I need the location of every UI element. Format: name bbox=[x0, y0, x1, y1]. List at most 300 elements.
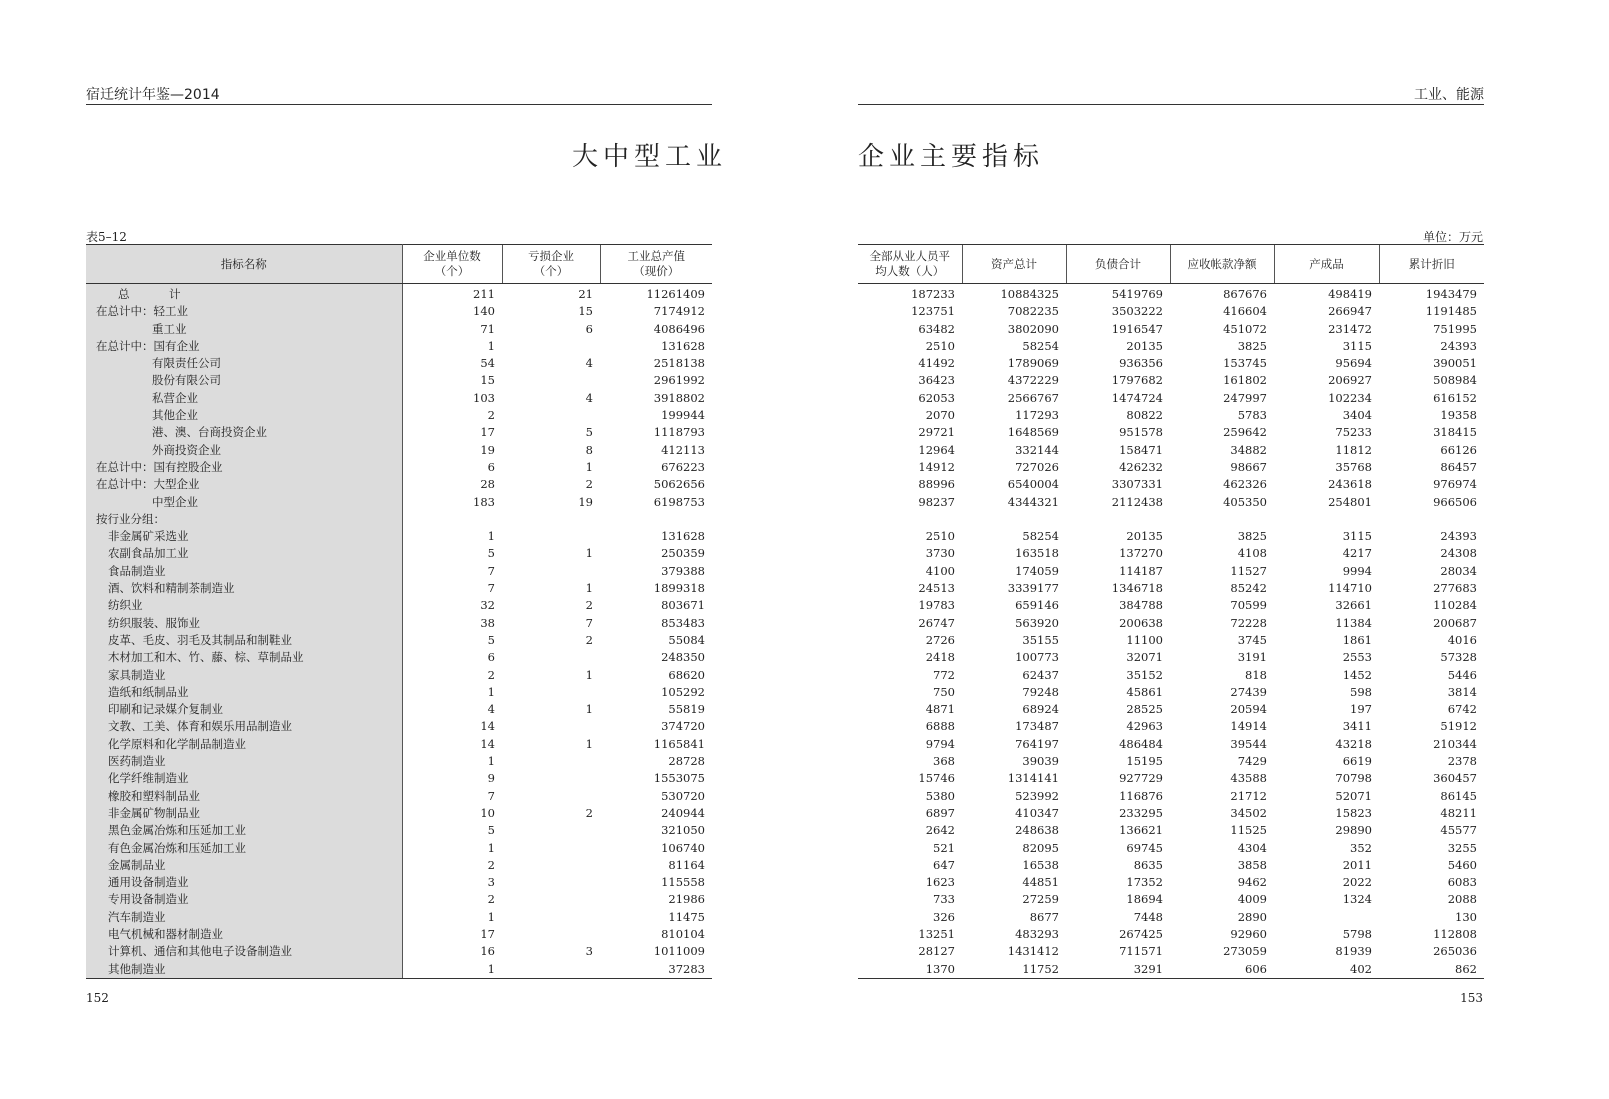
table-cell: 41492 bbox=[918, 356, 955, 371]
table-cell: 1623 bbox=[925, 875, 955, 890]
table-cell: 17352 bbox=[1126, 875, 1163, 890]
table-cell bbox=[502, 649, 600, 666]
table-cell: 20135 bbox=[1126, 529, 1163, 544]
table-cell: 862 bbox=[1379, 961, 1484, 979]
table-row bbox=[86, 874, 712, 891]
row-label: 文教、工美、体育和娱乐用品制造业 bbox=[86, 718, 402, 735]
table-row bbox=[858, 303, 1484, 320]
table-cell: 4100 bbox=[925, 563, 955, 578]
table-cell: 4016 bbox=[1447, 632, 1477, 647]
row-label: 重工业 bbox=[86, 321, 402, 338]
table-cell: 20594 bbox=[1230, 702, 1267, 717]
table-cell: 1 bbox=[585, 736, 593, 751]
table-cell: 114187 bbox=[1119, 563, 1163, 578]
table-row bbox=[86, 770, 712, 787]
table-cell: 3 bbox=[585, 944, 593, 959]
col-header-total-liabilities: 负债合计 bbox=[1066, 245, 1170, 284]
table-cell: 21 bbox=[578, 287, 593, 301]
row-label: 股份有限公司 bbox=[86, 372, 402, 389]
table-cell: 2011 bbox=[1342, 857, 1372, 872]
table-cell: 200687 bbox=[1433, 615, 1477, 630]
table-cell bbox=[502, 961, 600, 979]
table-cell: 44851 bbox=[1022, 875, 1059, 890]
table-row bbox=[858, 321, 1484, 338]
table-cell: 250359 bbox=[661, 546, 705, 561]
table-cell: 5446 bbox=[1447, 667, 1477, 682]
table-cell: 4871 bbox=[925, 702, 955, 717]
table-row bbox=[86, 961, 712, 979]
table-cell: 16538 bbox=[1022, 857, 1059, 872]
table-cell: 163518 bbox=[1015, 546, 1059, 561]
table-cell: 131628 bbox=[661, 529, 705, 544]
table-cell: 14 bbox=[480, 736, 495, 751]
table-cell: 405350 bbox=[1223, 494, 1267, 509]
table-cell: 2 bbox=[487, 408, 495, 423]
table-cell: 2 bbox=[487, 857, 495, 872]
table-row bbox=[858, 961, 1484, 979]
table-cell: 36423 bbox=[918, 373, 955, 388]
table-row bbox=[858, 442, 1484, 459]
table-cell: 71 bbox=[480, 321, 495, 336]
table-cell: 976974 bbox=[1433, 477, 1477, 492]
table-cell: 7174912 bbox=[653, 304, 705, 319]
table-cell: 1324 bbox=[1342, 892, 1372, 907]
table-cell bbox=[502, 753, 600, 770]
table-row bbox=[858, 476, 1484, 493]
table-cell: 4108 bbox=[1237, 546, 1267, 561]
table-cell: 240944 bbox=[661, 805, 705, 820]
table-cell: 4304 bbox=[1237, 840, 1267, 855]
table-cell: 161802 bbox=[1223, 373, 1267, 388]
table-cell: 2518138 bbox=[653, 356, 705, 371]
table-row bbox=[86, 805, 712, 822]
table-cell: 2112438 bbox=[1111, 494, 1163, 509]
table-cell: 48211 bbox=[1440, 805, 1477, 820]
table-cell: 102234 bbox=[1328, 390, 1372, 405]
table-cell: 187233 bbox=[911, 287, 955, 301]
table-cell: 6 bbox=[487, 459, 495, 474]
table-cell: 4009 bbox=[1237, 892, 1267, 907]
table-cell: 2418 bbox=[925, 650, 955, 665]
table-cell: 498419 bbox=[1328, 287, 1372, 301]
row-label: 总 计 bbox=[86, 284, 402, 304]
table-row bbox=[858, 372, 1484, 389]
table-cell: 11475 bbox=[668, 909, 705, 924]
table-cell bbox=[858, 511, 962, 528]
table-row bbox=[858, 390, 1484, 407]
table-cell: 1452 bbox=[1342, 667, 1372, 682]
table-cell: 1 bbox=[585, 702, 593, 717]
row-label: 农副食品加工业 bbox=[86, 545, 402, 562]
table-cell: 5460 bbox=[1447, 857, 1477, 872]
table-cell: 45861 bbox=[1126, 684, 1163, 699]
table-cell: 2 bbox=[585, 805, 593, 820]
col-header-receivables: 应收帐款净额 bbox=[1170, 245, 1274, 284]
table-cell: 11525 bbox=[1230, 823, 1267, 838]
table-cell bbox=[502, 840, 600, 857]
row-label: 有限责任公司 bbox=[86, 355, 402, 372]
table-cell: 7448 bbox=[1133, 909, 1163, 924]
row-label: 金属制品业 bbox=[86, 857, 402, 874]
table-cell: 173487 bbox=[1015, 719, 1059, 734]
header-rule-right bbox=[858, 104, 1484, 105]
table-cell bbox=[402, 511, 502, 528]
table-cell: 352 bbox=[1350, 840, 1372, 855]
table-cell: 27259 bbox=[1022, 892, 1059, 907]
table-cell: 10884325 bbox=[1000, 287, 1059, 301]
table-cell: 231472 bbox=[1328, 321, 1372, 336]
table-cell: 14 bbox=[480, 719, 495, 734]
table-row bbox=[858, 684, 1484, 701]
table-row bbox=[86, 632, 712, 649]
table-cell: 462326 bbox=[1223, 477, 1267, 492]
table-cell: 927729 bbox=[1119, 771, 1163, 786]
table-cell: 54 bbox=[480, 356, 495, 371]
table-cell: 521 bbox=[933, 840, 955, 855]
table-cell bbox=[502, 718, 600, 735]
table-cell: 2510 bbox=[925, 529, 955, 544]
table-row bbox=[86, 840, 712, 857]
table-cell: 14914 bbox=[1230, 719, 1267, 734]
table-cell: 72228 bbox=[1230, 615, 1267, 630]
table-cell: 530720 bbox=[661, 788, 705, 803]
col-header-total-assets: 资产总计 bbox=[962, 245, 1066, 284]
table-cell: 9794 bbox=[925, 736, 955, 751]
table-cell: 39544 bbox=[1230, 736, 1267, 751]
table-cell: 379388 bbox=[661, 563, 705, 578]
table-row bbox=[86, 476, 712, 493]
table-row bbox=[86, 857, 712, 874]
table-cell: 332144 bbox=[1015, 442, 1059, 457]
table-row bbox=[858, 511, 1484, 528]
table-cell: 3191 bbox=[1237, 650, 1267, 665]
table-cell: 3503222 bbox=[1111, 304, 1163, 319]
table-cell: 1943479 bbox=[1425, 287, 1477, 301]
table-cell: 1 bbox=[585, 667, 593, 682]
table-row bbox=[858, 649, 1484, 666]
table-cell: 966506 bbox=[1433, 494, 1477, 509]
table-row bbox=[86, 788, 712, 805]
row-label: 造纸和纸制品业 bbox=[86, 684, 402, 701]
table-cell: 750 bbox=[933, 684, 955, 699]
table-cell: 43218 bbox=[1335, 736, 1372, 751]
table-cell: 35152 bbox=[1126, 667, 1163, 682]
table-cell: 51912 bbox=[1440, 719, 1477, 734]
table-cell: 6619 bbox=[1342, 754, 1372, 769]
table-cell: 1 bbox=[585, 581, 593, 596]
table-cell: 82095 bbox=[1022, 840, 1059, 855]
table-cell: 15 bbox=[578, 304, 593, 319]
table-cell: 24308 bbox=[1440, 546, 1477, 561]
page-title-left: 大中型工业 bbox=[572, 142, 728, 172]
table-cell: 153745 bbox=[1223, 356, 1267, 371]
row-label: 汽车制造业 bbox=[86, 909, 402, 926]
table-cell: 95694 bbox=[1335, 356, 1372, 371]
table-cell: 110284 bbox=[1433, 598, 1477, 613]
table-cell: 803671 bbox=[661, 598, 705, 613]
col-header-loss-enterprises: 亏损企业 （个） bbox=[502, 245, 600, 284]
table-cell: 598 bbox=[1350, 684, 1372, 699]
table-cell: 29721 bbox=[918, 425, 955, 440]
col-header-enterprises: 企业单位数 （个） bbox=[402, 245, 502, 284]
table-cell: 2510 bbox=[925, 338, 955, 353]
table-cell: 38 bbox=[480, 615, 495, 630]
table-cell: 3918802 bbox=[653, 390, 705, 405]
table-cell: 1 bbox=[487, 529, 495, 544]
table-cell: 254801 bbox=[1328, 494, 1372, 509]
table-cell: 6 bbox=[585, 321, 593, 336]
table-row bbox=[858, 701, 1484, 718]
table-row bbox=[86, 822, 712, 839]
table-cell: 3825 bbox=[1237, 529, 1267, 544]
table-cell: 7 bbox=[487, 563, 495, 578]
table-cell: 1191485 bbox=[1425, 304, 1477, 319]
table-cell: 416604 bbox=[1223, 304, 1267, 319]
table-cell: 158471 bbox=[1119, 442, 1163, 457]
row-label: 非金属矿采选业 bbox=[86, 528, 402, 545]
table-row bbox=[86, 303, 712, 320]
table-cell: 136621 bbox=[1119, 823, 1163, 838]
table-cell bbox=[502, 407, 600, 424]
table-cell: 4344321 bbox=[1007, 494, 1059, 509]
table-cell: 818 bbox=[1245, 667, 1267, 682]
table-cell bbox=[502, 684, 600, 701]
table-cell: 3825 bbox=[1237, 338, 1267, 353]
table-cell: 117293 bbox=[1015, 408, 1059, 423]
table-cell: 6742 bbox=[1447, 702, 1477, 717]
table-row bbox=[86, 494, 712, 511]
table-cell: 20135 bbox=[1126, 338, 1163, 353]
table-row bbox=[858, 943, 1484, 960]
table-row bbox=[86, 459, 712, 476]
table-row bbox=[86, 355, 712, 372]
table-cell: 711571 bbox=[1119, 944, 1163, 959]
table-cell: 88996 bbox=[918, 477, 955, 492]
table-cell: 727026 bbox=[1015, 459, 1059, 474]
table-cell: 4 bbox=[585, 390, 593, 405]
table-cell: 3115 bbox=[1342, 529, 1372, 544]
page-title-right: 企业主要指标 bbox=[858, 142, 1045, 172]
table-cell: 28525 bbox=[1126, 702, 1163, 717]
table-cell: 1797682 bbox=[1111, 373, 1163, 388]
table-cell: 867676 bbox=[1223, 287, 1267, 301]
table-row bbox=[858, 667, 1484, 684]
table-cell: 259642 bbox=[1223, 425, 1267, 440]
table-cell: 70599 bbox=[1230, 598, 1267, 613]
table-cell: 15823 bbox=[1335, 805, 1372, 820]
table-cell: 616152 bbox=[1433, 390, 1477, 405]
table-cell: 11100 bbox=[1126, 632, 1163, 647]
table-cell: 13251 bbox=[918, 926, 955, 941]
section-header: 工业、能源 bbox=[1414, 87, 1484, 103]
table-cell: 35155 bbox=[1022, 632, 1059, 647]
table-cell: 11812 bbox=[1335, 442, 1372, 457]
row-label: 电气机械和器材制造业 bbox=[86, 926, 402, 943]
table-cell: 52071 bbox=[1335, 788, 1372, 803]
table-cell: 3307331 bbox=[1111, 477, 1163, 492]
row-label: 在总计中：国有控股企业 bbox=[86, 459, 402, 476]
table-cell: 81164 bbox=[668, 857, 705, 872]
table-cell: 7429 bbox=[1237, 754, 1267, 769]
table-cell: 29890 bbox=[1335, 823, 1372, 838]
table-cell: 3291 bbox=[1066, 961, 1170, 979]
table-cell: 4086496 bbox=[653, 321, 705, 336]
row-label: 外商投资企业 bbox=[86, 442, 402, 459]
row-label: 在总计中：轻工业 bbox=[86, 303, 402, 320]
table-cell: 57328 bbox=[1440, 650, 1477, 665]
row-label: 通用设备制造业 bbox=[86, 874, 402, 891]
table-cell: 131628 bbox=[661, 338, 705, 353]
table-cell: 7 bbox=[585, 615, 593, 630]
table-cell: 3115 bbox=[1342, 338, 1372, 353]
table-cell: 1346718 bbox=[1111, 581, 1163, 596]
table-cell: 6 bbox=[487, 650, 495, 665]
table-cell: 3404 bbox=[1342, 408, 1372, 423]
table-cell: 35768 bbox=[1335, 459, 1372, 474]
row-label: 纺织业 bbox=[86, 597, 402, 614]
table-cell: 21986 bbox=[668, 892, 705, 907]
table-cell: 2 bbox=[487, 892, 495, 907]
table-cell: 24393 bbox=[1440, 529, 1477, 544]
table-row bbox=[858, 545, 1484, 562]
table-row bbox=[86, 753, 712, 770]
row-label: 中型企业 bbox=[86, 494, 402, 511]
table-cell: 5062656 bbox=[653, 477, 705, 492]
table-cell: 17 bbox=[480, 926, 495, 941]
table-cell bbox=[1274, 511, 1379, 528]
table-cell: 277683 bbox=[1433, 581, 1477, 596]
unit-label: 单位：万元 bbox=[1422, 230, 1483, 244]
col-header-indicator: 指标名称 bbox=[86, 245, 402, 284]
row-label: 印刷和记录媒介复制业 bbox=[86, 701, 402, 718]
table-cell: 426232 bbox=[1119, 459, 1163, 474]
table-cell: 2378 bbox=[1447, 754, 1477, 769]
table-cell: 7 bbox=[487, 581, 495, 596]
table-cell: 6888 bbox=[925, 719, 955, 734]
table-cell: 19783 bbox=[918, 598, 955, 613]
table-cell: 115558 bbox=[661, 875, 705, 890]
table-cell: 360457 bbox=[1433, 771, 1477, 786]
table-cell: 34882 bbox=[1230, 442, 1267, 457]
table-row bbox=[86, 284, 712, 304]
table-row bbox=[86, 545, 712, 562]
table-row bbox=[858, 563, 1484, 580]
row-label: 专用设备制造业 bbox=[86, 891, 402, 908]
table-cell: 402 bbox=[1274, 961, 1379, 979]
table-cell: 92960 bbox=[1230, 926, 1267, 941]
table-cell: 1118793 bbox=[653, 425, 705, 440]
row-label: 按行业分组： bbox=[86, 511, 402, 528]
table-row bbox=[858, 338, 1484, 355]
table-row bbox=[858, 926, 1484, 943]
table-cell: 3411 bbox=[1342, 719, 1372, 734]
table-cell: 21712 bbox=[1230, 788, 1267, 803]
table-cell: 211 bbox=[473, 287, 495, 301]
row-label: 皮革、毛皮、羽毛及其制品和制鞋业 bbox=[86, 632, 402, 649]
table-cell: 2553 bbox=[1342, 650, 1372, 665]
table-cell: 1648569 bbox=[1007, 425, 1059, 440]
table-cell: 114710 bbox=[1328, 581, 1372, 596]
table-cell: 2 bbox=[585, 477, 593, 492]
table-row bbox=[858, 736, 1484, 753]
row-label: 化学纤维制造业 bbox=[86, 770, 402, 787]
row-label: 纺织服装、服饰业 bbox=[86, 615, 402, 632]
table-cell: 62053 bbox=[918, 390, 955, 405]
table-cell: 24513 bbox=[918, 581, 955, 596]
table-cell: 68620 bbox=[668, 667, 705, 682]
table-cell: 42963 bbox=[1126, 719, 1163, 734]
table-cell: 43588 bbox=[1230, 771, 1267, 786]
table-cell: 5 bbox=[487, 632, 495, 647]
table-cell: 486484 bbox=[1119, 736, 1163, 751]
table-cell: 1899318 bbox=[653, 581, 705, 596]
row-label: 黑色金属冶炼和压延加工业 bbox=[86, 822, 402, 839]
col-header-finished-goods: 产成品 bbox=[1274, 245, 1379, 284]
col-header-employees: 全部从业人员平 均人数（人） bbox=[858, 245, 962, 284]
table-row bbox=[858, 459, 1484, 476]
table-cell: 2070 bbox=[925, 408, 955, 423]
table-cell: 28034 bbox=[1440, 563, 1477, 578]
table-cell: 4 bbox=[487, 702, 495, 717]
table-cell: 7082235 bbox=[1007, 304, 1059, 319]
table-cell: 3802090 bbox=[1007, 321, 1059, 336]
row-label: 其他制造业 bbox=[86, 961, 402, 979]
page-number-right: 153 bbox=[1460, 991, 1483, 1005]
table-row bbox=[858, 615, 1484, 632]
table-cell bbox=[502, 338, 600, 355]
table-cell: 4 bbox=[585, 356, 593, 371]
table-cell: 11527 bbox=[1230, 563, 1267, 578]
table-cell bbox=[502, 891, 600, 908]
table-cell: 1370 bbox=[858, 961, 962, 979]
table-cell: 2 bbox=[585, 598, 593, 613]
table-row bbox=[86, 667, 712, 684]
table-cell: 75233 bbox=[1335, 425, 1372, 440]
table-cell: 321050 bbox=[661, 823, 705, 838]
row-label: 食品制造业 bbox=[86, 563, 402, 580]
table-cell: 1165841 bbox=[653, 736, 705, 751]
table-row bbox=[858, 718, 1484, 735]
table-cell: 9994 bbox=[1342, 563, 1372, 578]
table-cell: 6083 bbox=[1447, 875, 1477, 890]
table-cell: 3 bbox=[487, 875, 495, 890]
row-label: 医药制造业 bbox=[86, 753, 402, 770]
table-cell: 86457 bbox=[1440, 459, 1477, 474]
table-cell: 32661 bbox=[1335, 598, 1372, 613]
table-cell: 105292 bbox=[661, 684, 705, 699]
table-cell: 11384 bbox=[1335, 615, 1372, 630]
table-row bbox=[858, 874, 1484, 891]
table-cell: 116876 bbox=[1119, 788, 1163, 803]
table-cell: 112808 bbox=[1433, 926, 1477, 941]
table-cell: 18694 bbox=[1126, 892, 1163, 907]
right-data-table bbox=[858, 244, 1484, 979]
table-cell: 5798 bbox=[1342, 926, 1372, 941]
row-label: 有色金属冶炼和压延加工业 bbox=[86, 840, 402, 857]
table-row bbox=[858, 805, 1484, 822]
row-label: 酒、饮料和精制茶制造业 bbox=[86, 580, 402, 597]
table-cell: 58254 bbox=[1022, 338, 1059, 353]
table-cell: 1474724 bbox=[1111, 390, 1163, 405]
row-label: 在总计中：国有企业 bbox=[86, 338, 402, 355]
table-cell: 853483 bbox=[661, 615, 705, 630]
table-cell: 66126 bbox=[1440, 442, 1477, 457]
table-cell: 6198753 bbox=[653, 494, 705, 509]
table-cell: 174059 bbox=[1015, 563, 1059, 578]
table-cell: 68924 bbox=[1022, 702, 1059, 717]
table-row bbox=[86, 424, 712, 441]
table-cell: 936356 bbox=[1119, 356, 1163, 371]
